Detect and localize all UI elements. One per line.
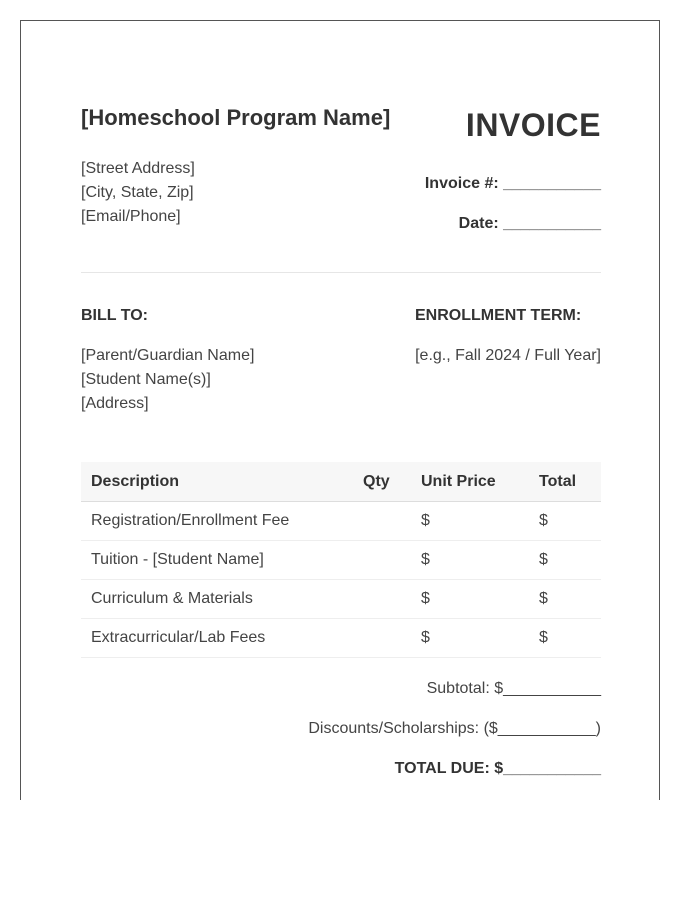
bill-to-address: [Address] — [81, 395, 149, 412]
invoice-title: INVOICE — [465, 107, 601, 143]
city-state-zip: [City, State, Zip] — [81, 184, 194, 201]
column-header-unit-price: Unit Price — [411, 462, 529, 502]
table-row — [81, 502, 601, 541]
parent-guardian-name: [Parent/Guardian Name] — [81, 347, 255, 364]
row-unit-price: $ — [411, 502, 529, 541]
enrollment-term-value: [e.g., Fall 2024 / Full Year] — [415, 347, 601, 364]
line-items-table — [81, 462, 601, 658]
header-divider — [81, 272, 601, 273]
sender-address — [81, 157, 195, 229]
table-row — [81, 619, 601, 658]
row-qty — [353, 541, 411, 580]
row-qty — [353, 502, 411, 541]
discounts-line: Discounts/Scholarships: ($___________) — [308, 720, 601, 737]
table-header-row — [81, 462, 601, 502]
row-total: $ — [529, 502, 601, 541]
row-total: $ — [529, 541, 601, 580]
bill-to-details — [81, 344, 254, 416]
total-due-line: TOTAL DUE: $___________ — [394, 760, 601, 777]
row-unit-price: $ — [411, 541, 529, 580]
row-description: Tuition - [Student Name] — [81, 541, 353, 580]
street-address: [Street Address] — [81, 160, 195, 177]
enrollment-term-label: ENROLLMENT TERM: — [415, 307, 582, 324]
invoice-date-field: Date: ___________ — [458, 215, 601, 232]
column-header-total: Total — [529, 462, 601, 502]
row-description: Curriculum & Materials — [81, 580, 353, 619]
row-unit-price: $ — [411, 619, 529, 658]
row-qty — [353, 619, 411, 658]
email-phone: [Email/Phone] — [81, 208, 181, 225]
subtotal-line: Subtotal: $___________ — [426, 680, 601, 697]
column-header-qty: Qty — [353, 462, 411, 502]
program-name: [Homeschool Program Name] — [81, 105, 391, 130]
row-description: Extracurricular/Lab Fees — [81, 619, 353, 658]
row-qty — [353, 580, 411, 619]
row-total: $ — [529, 580, 601, 619]
table-row — [81, 580, 601, 619]
column-header-description: Description — [81, 462, 353, 502]
row-total: $ — [529, 619, 601, 658]
row-description: Registration/Enrollment Fee — [81, 502, 353, 541]
invoice-sheet — [20, 20, 660, 800]
invoice-number-field: Invoice #: ___________ — [424, 175, 601, 192]
student-names: [Student Name(s)] — [81, 371, 211, 388]
table-row — [81, 541, 601, 580]
row-unit-price: $ — [411, 580, 529, 619]
bill-to-label: BILL TO: — [81, 307, 148, 324]
